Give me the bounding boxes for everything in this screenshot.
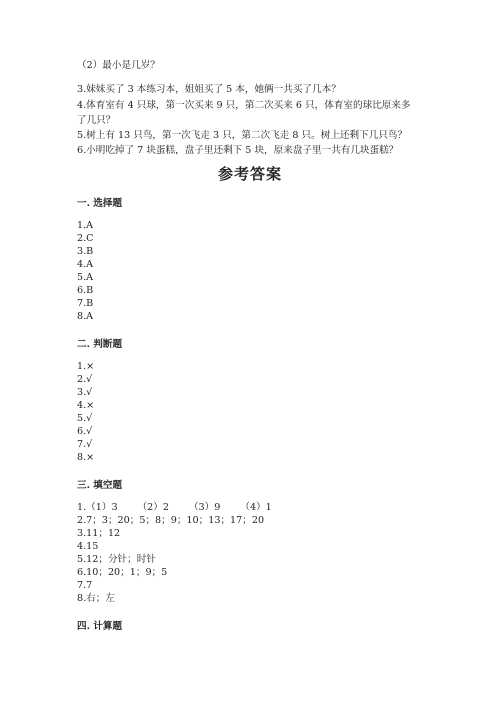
fill-answer: 7.7 bbox=[77, 580, 93, 591]
problem-3: 3.妹妹买了 3 本练习本，姐姐买了 5 本，她俩一共买了几本？ bbox=[77, 84, 341, 95]
fill-answer: 8.右；左 bbox=[77, 593, 115, 604]
choice-answer: 3.B bbox=[77, 246, 94, 257]
problem-5: 5.树上有 13 只鸟，第一次飞走 3 只，第二次飞走 8 只。树上还剩下几只鸟？ bbox=[77, 130, 408, 141]
section-heading-choice: 一. 选择题 bbox=[77, 198, 123, 209]
section-heading-fill: 三. 填空题 bbox=[77, 480, 123, 491]
section-heading-judge: 二. 判断题 bbox=[77, 339, 123, 350]
judge-answer: 7.√ bbox=[77, 439, 93, 450]
problem-4-line-1: 4.体育室有 4 只球，第一次买来 9 只，第二次买来 6 只，体育室的球比原来多 bbox=[77, 100, 411, 111]
judge-answer: 5.√ bbox=[77, 413, 93, 424]
judge-answer: 8.× bbox=[77, 452, 95, 463]
fill-answer: 5.12；分针；时针 bbox=[77, 554, 156, 565]
fill-answer-1-part: 1.（1）3 bbox=[77, 502, 118, 513]
fill-answer: 2.7；3；20；5；8；9；10；13；17；20 bbox=[77, 515, 265, 526]
choice-answer: 8.A bbox=[77, 311, 94, 322]
fill-answer-1 bbox=[77, 502, 272, 514]
choice-answer: 2.C bbox=[77, 233, 94, 244]
fill-answer-1-part: （3）9 bbox=[188, 502, 221, 513]
judge-answer: 2.√ bbox=[77, 374, 93, 385]
choice-answer: 6.B bbox=[77, 285, 94, 296]
problem-6: 6.小明吃掉了 7 块蛋糕，盘子里还剩下 5 块，原来盘子里一共有几块蛋糕？ bbox=[77, 145, 399, 156]
fill-answer-1-part: （2）2 bbox=[137, 502, 169, 513]
fill-answer: 4.15 bbox=[77, 541, 99, 552]
problem-2-sub-2: （2）最小是几岁？ bbox=[77, 60, 160, 71]
fill-answer-1-part: （4）1 bbox=[240, 502, 272, 513]
choice-answer: 4.A bbox=[77, 259, 94, 270]
judge-answer: 4.× bbox=[77, 400, 95, 411]
section-heading-calc: 四. 计算题 bbox=[77, 621, 123, 632]
judge-answer: 3.√ bbox=[77, 387, 93, 398]
fill-answer: 3.11；12 bbox=[77, 528, 121, 539]
problem-4-line-2: 了几只？ bbox=[77, 115, 116, 126]
choice-answer: 1.A bbox=[77, 220, 94, 231]
answers-title: 参考答案 bbox=[217, 165, 282, 183]
fill-answer: 6.10；20；1；9；5 bbox=[77, 567, 168, 578]
judge-answer: 6.√ bbox=[77, 426, 93, 437]
choice-answer: 5.A bbox=[77, 272, 94, 283]
choice-answer: 7.B bbox=[77, 298, 94, 309]
judge-answer: 1.× bbox=[77, 361, 95, 372]
